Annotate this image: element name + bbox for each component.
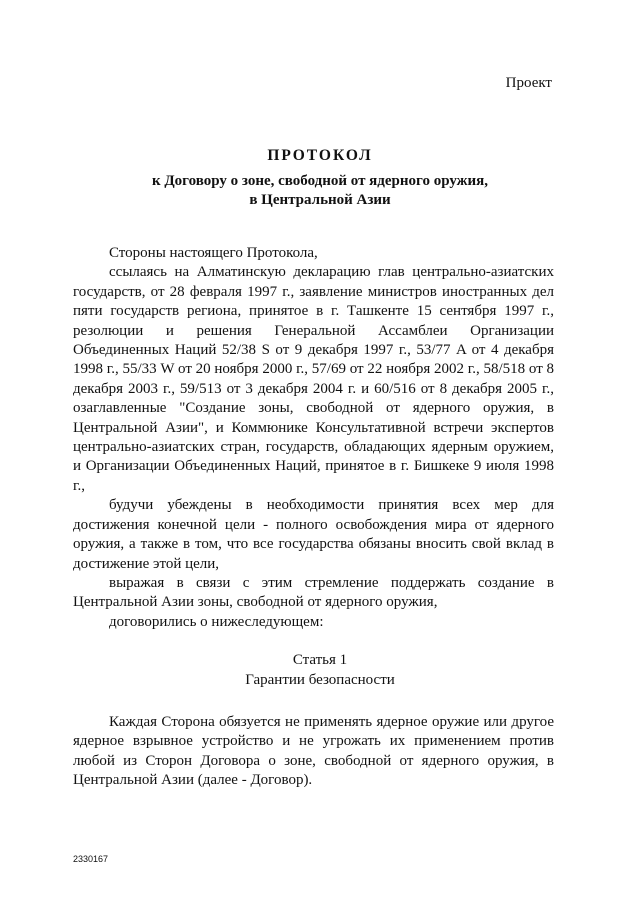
preamble-paragraph-parties: Стороны настоящего Протокола, bbox=[109, 245, 318, 261]
article-body bbox=[73, 713, 554, 791]
document-title: ПРОТОКОЛ bbox=[267, 147, 373, 164]
document-subtitle bbox=[0, 172, 640, 210]
article-heading bbox=[0, 650, 640, 690]
preamble-paragraph-agreed: договорились о нижеследующем: bbox=[109, 613, 324, 630]
preamble-paragraph-convinced: будучи убеждены в необходимости принятия всех мер для достижения конечной цели - полного освобождения мира от ядерного оружия, а также в том, что все государства обязаны вносить свой вклад в достижение этой цели, bbox=[73, 497, 554, 572]
draft-label: Проект bbox=[505, 75, 552, 91]
document-number: 2330167 bbox=[73, 854, 109, 864]
subtitle-line-1: к Договору о зоне, свободной от ядерного оружия, bbox=[151, 173, 489, 189]
preamble-paragraph-referring: ссылаясь на Алматинскую декларацию глав центрально-азиатских государств, от 28 февраля 1997 г., заявление министров иностранных дел пяти государств региона, принятое в г. Ташкенте 15 сентября 1997 г., резолюции и решения Генеральной Ассамблеи Организации Объединенных Наций 52/38 S от 9 декабря 1997 г., 53/77 A от 4 декабря 1998 г., 55/33 W от 20 ноября 2000 г., 57/69 от 22 ноября 2002 г., 58/518 от 8 декабря 2003 г., 59/513 от 3 декабря 2004 г. и 60/516 от 8 декабря 2005 г., озаглавленные "Создание зоны, свободной от ядерного оружия, в Центральной Азии", и Коммюнике Консультативной встречи экспертов центрально-азиатских стран, государств, обладающих ядерным оружием, и Организации Объединенных Наций, принятое в г. Бишкеке 9 июля 1998 г., bbox=[73, 264, 554, 494]
article-paragraph: Каждая Сторона обязуется не применять ядерное оружие или другое ядерное взрывное устройство и не угрожать их применением против любой из Сторон Договора о зоне, свободной от ядерного оружия, в Центральной Азии (далее - Договор). bbox=[73, 714, 554, 789]
preamble bbox=[73, 244, 554, 632]
article-number: Статья 1 bbox=[292, 652, 348, 668]
preamble-paragraph-expressing: выражая в связи с этим стремление поддержать создание в Центральной Азии зоны, свободной от ядерного оружия, bbox=[73, 574, 554, 611]
subtitle-line-2: в Центральной Азии bbox=[249, 192, 391, 208]
article-title: Гарантии безопасности bbox=[245, 672, 395, 688]
